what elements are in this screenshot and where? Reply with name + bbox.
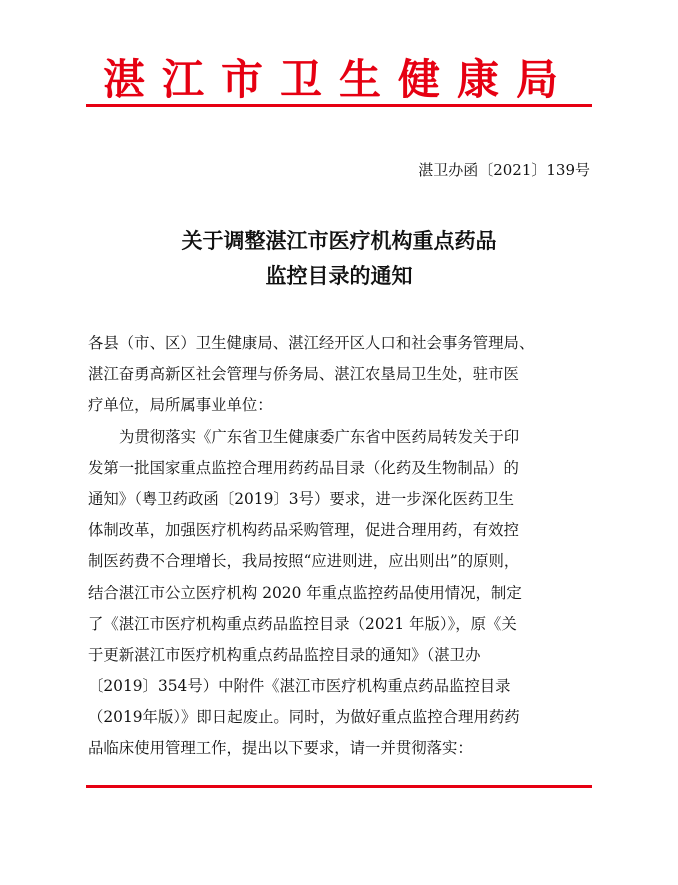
body-line: 发第一批国家重点监控合理用药药品目录（化药及生物制品）的 <box>88 458 519 477</box>
body-line: 体制改革，加强医疗机构药品采购管理，促进合理用药，有效控 <box>88 521 519 540</box>
document-body <box>88 328 592 765</box>
body-line: 为贯彻落实《广东省卫生健康委广东省中医药局转发关于印 <box>119 427 520 446</box>
footer-red-rule <box>86 785 592 788</box>
body-line: （2019年版）》即日起废止。同时，为做好重点监控合理用药药 <box>88 708 520 727</box>
body-line: 通知》（粤卫药政函〔2019〕3号）要求，进一步深化医药卫生 <box>88 489 515 508</box>
body-line: 疗单位，局所属事业单位： <box>88 396 273 415</box>
body-line: 各县（市、区）卫生健康局、湛江经开区人口和社会事务管理局、 <box>88 334 535 352</box>
body-line: 湛江奋勇高新区社会管理与侨务局、湛江农垦局卫生处，驻市医 <box>88 365 519 384</box>
body-line: 于更新湛江市医疗机构重点药品监控目录的通知》（湛卫办 <box>88 645 481 664</box>
body-line: 制医药费不合理增长，我局按照“应进则进，应出则出”的原则， <box>88 552 520 571</box>
document-number: 湛卫办函〔2021〕139号 <box>418 161 590 179</box>
document-title-line-2: 监控目录的通知 <box>265 263 413 288</box>
body-line: 结合湛江市公立医疗机构 2020 年重点监控药品使用情况，制定 <box>88 583 522 602</box>
letterhead-red-rule <box>86 104 592 107</box>
body-line: 了《湛江市医疗机构重点药品监控目录（2021 年版）》，原《关 <box>88 614 517 633</box>
body-line: 〔2019〕354号）中附件《湛江市医疗机构重点药品监控目录 <box>88 677 511 696</box>
agency-letterhead-title: 湛江市卫生健康局 <box>102 55 575 104</box>
body-line: 品临床使用管理工作，提出以下要求，请一并贯彻落实： <box>88 739 473 758</box>
document-title-line-1: 关于调整湛江市医疗机构重点药品 <box>181 228 497 253</box>
